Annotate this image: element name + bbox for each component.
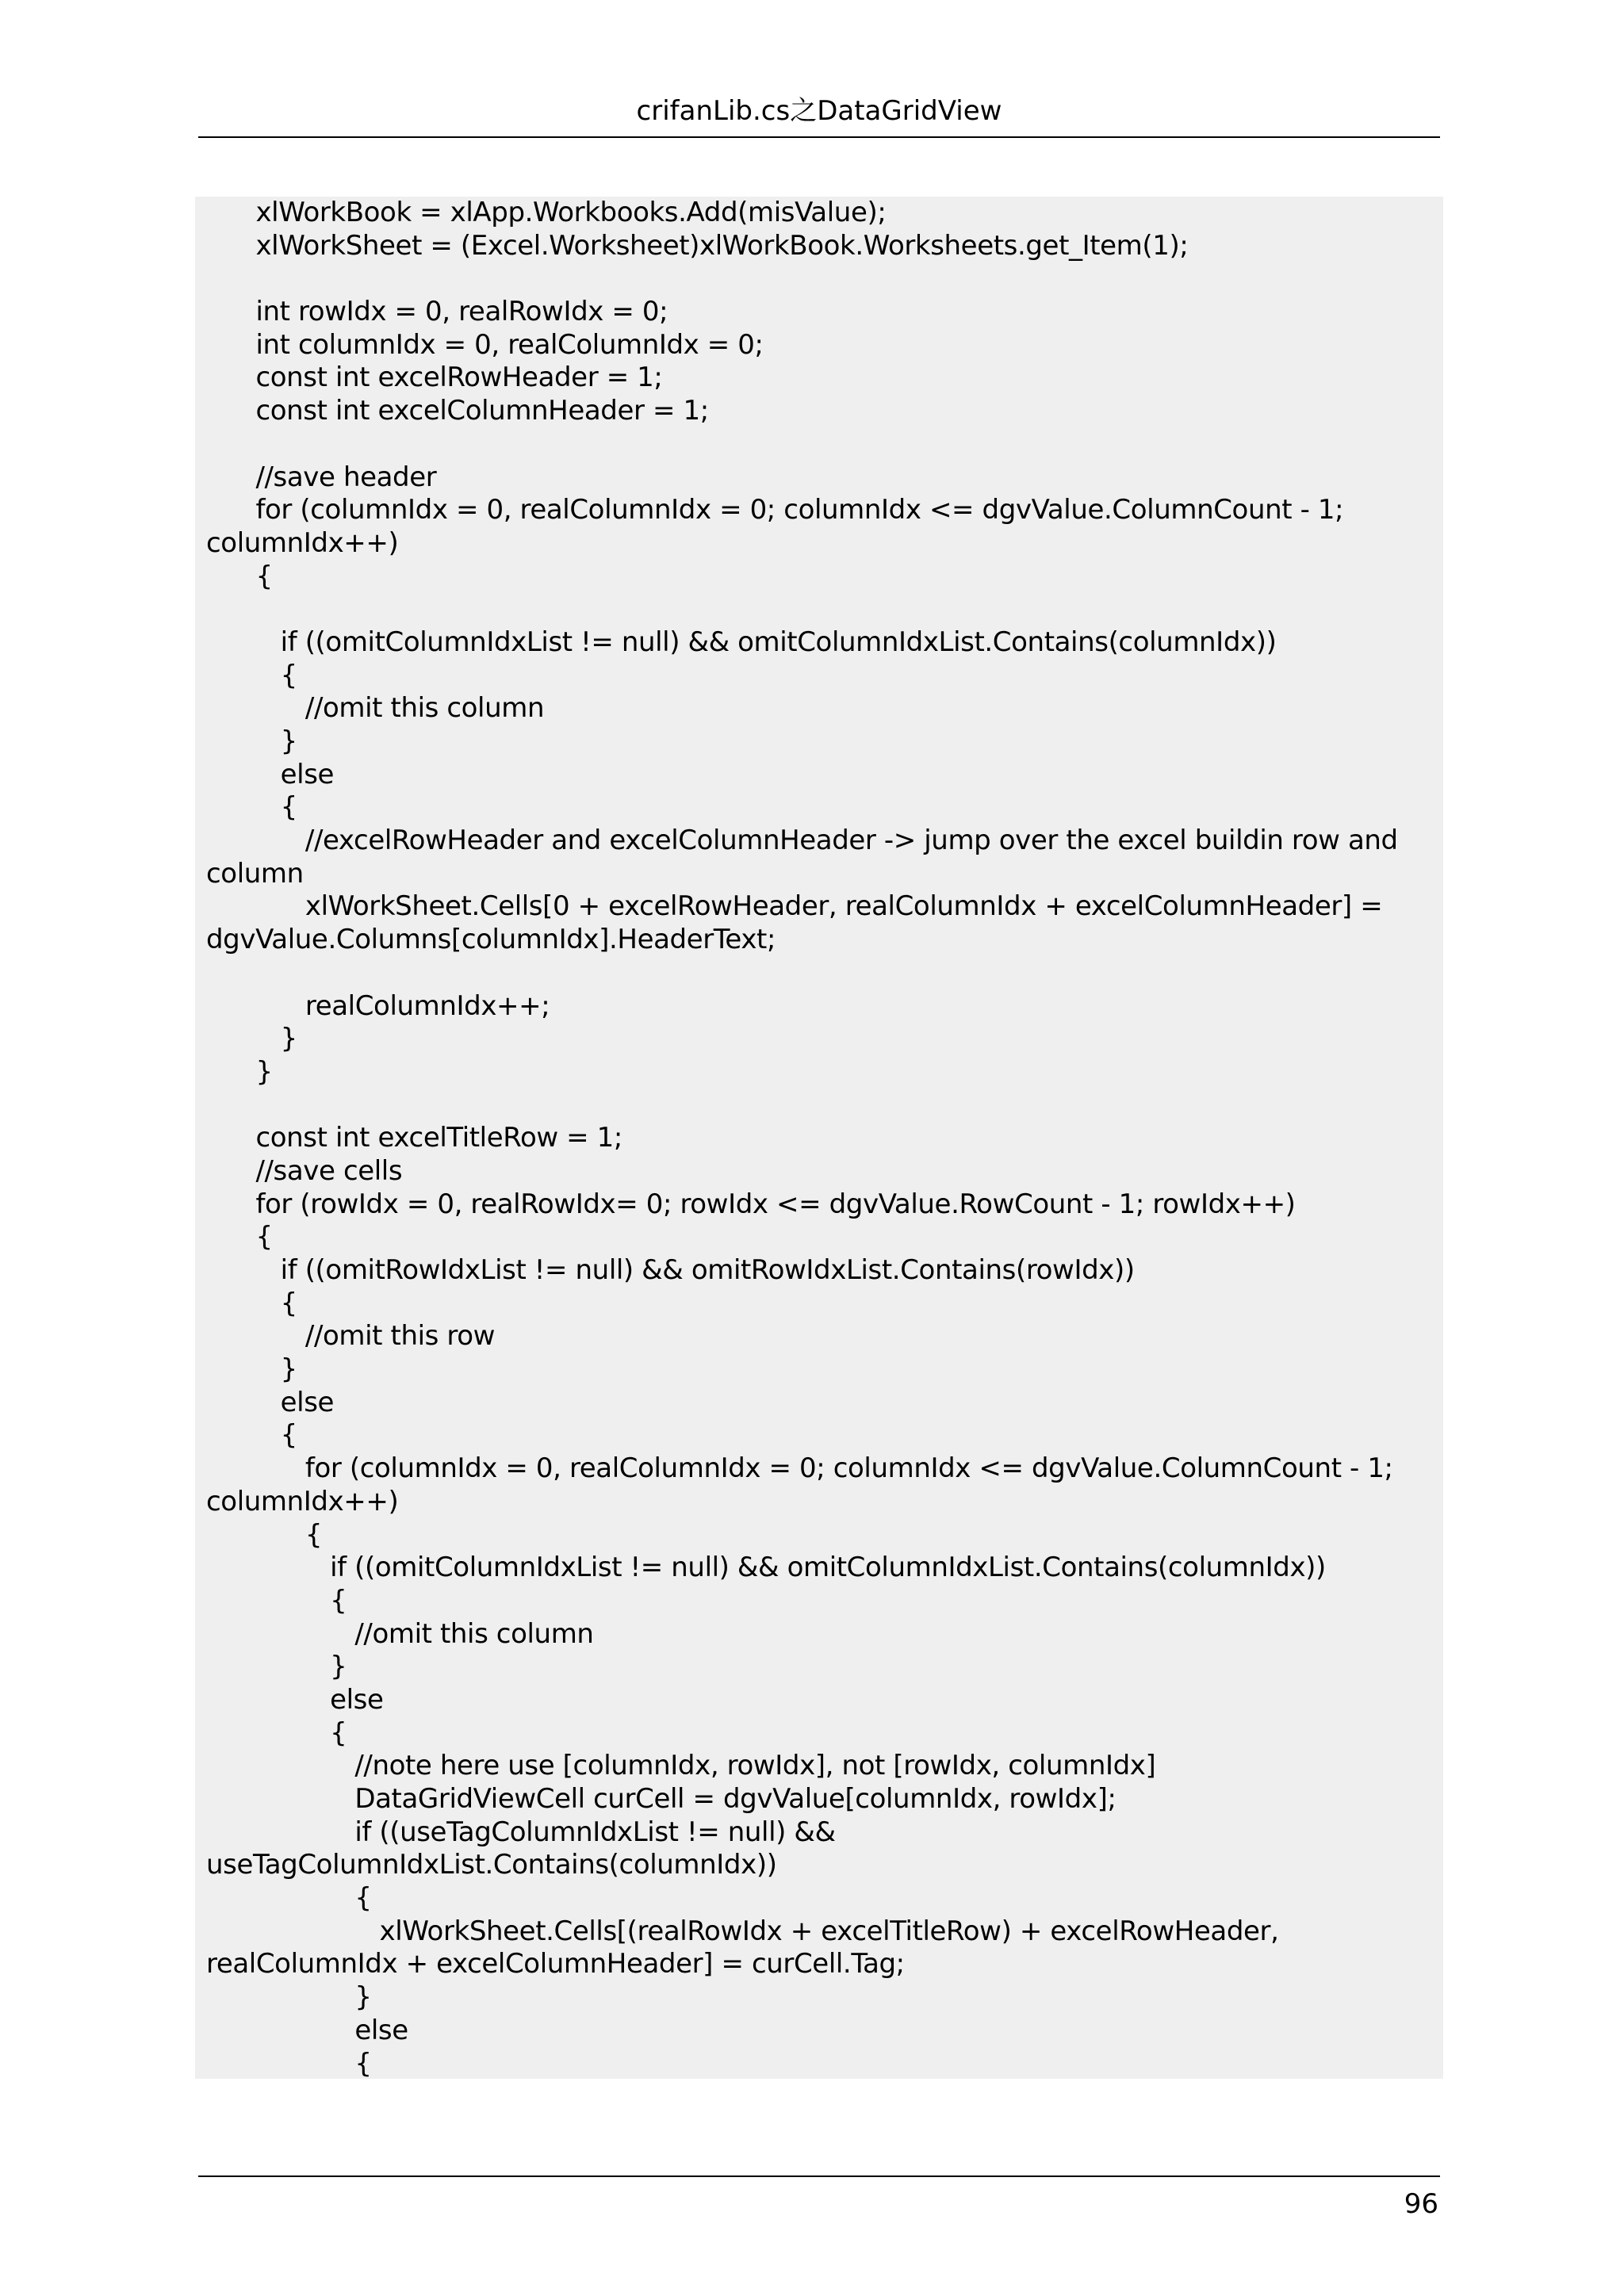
code-line: { (206, 791, 297, 824)
page-number: 96 (1404, 2188, 1438, 2220)
code-line: { (206, 560, 273, 592)
code-line: xlWorkSheet.Cells[(realRowIdx + excelTitleRow) + excelRowHeader, (206, 1915, 1279, 1947)
code-line: { (206, 659, 297, 691)
code-line: //save cells (206, 1154, 403, 1187)
code-line: xlWorkSheet = (Excel.Worksheet)xlWorkBook.Worksheets.get_Item(1); (206, 229, 1189, 262)
code-line: else (206, 2014, 408, 2046)
code-line: } (206, 1651, 347, 1683)
code-line: if ((omitColumnIdxList != null) && omitColumnIdxList.Contains(columnIdx)) (206, 626, 1277, 658)
code-line: } (206, 1023, 297, 1055)
code-line: if ((useTagColumnIdxList != null) && (206, 1816, 836, 1848)
code-line (206, 1089, 1443, 1123)
code-line (206, 262, 1443, 296)
code-line: realColumnIdx + excelColumnHeader] = curCell.Tag; (206, 1948, 905, 1980)
code-line: int rowIdx = 0, realRowIdx = 0; (206, 296, 668, 328)
code-line: { (206, 1221, 273, 1253)
code-line: //save header (206, 461, 437, 493)
code-line: else (206, 1683, 384, 1716)
code-line: column (206, 857, 304, 890)
page-header-title: crifanLib.cs之DataGridView (636, 95, 1002, 127)
code-line: columnIdx++) (206, 1485, 399, 1517)
code-line: const int excelRowHeader = 1; (206, 362, 663, 394)
code-line: else (206, 758, 335, 790)
page-header (198, 89, 1440, 138)
code-block (195, 197, 1443, 2079)
code-line: for (columnIdx = 0, realColumnIdx = 0; columnIdx <= dgvValue.ColumnCount - 1; (206, 1452, 1393, 1485)
code-line: { (206, 1716, 347, 1749)
code-line (206, 957, 1443, 990)
code-line: columnIdx++) (206, 526, 399, 559)
code-line: } (206, 1981, 372, 2014)
page-footer (198, 2175, 1440, 2225)
code-line: { (206, 2047, 372, 2080)
code-line: dgvValue.Columns[columnIdx].HeaderText; (206, 924, 776, 956)
code-line: //omit this column (206, 692, 545, 725)
code-line: } (206, 725, 297, 757)
code-line: xlWorkBook = xlApp.Workbooks.Add(misValue); (206, 197, 887, 228)
code-line: //omit this row (206, 1320, 495, 1353)
code-line: { (206, 1518, 323, 1551)
code-line: DataGridViewCell curCell = dgvValue[columnIdx, rowIdx]; (206, 1783, 1116, 1815)
code-line: if ((omitRowIdxList != null) && omitRowIdxList.Contains(rowIdx)) (206, 1254, 1135, 1286)
code-line: int columnIdx = 0, realColumnIdx = 0; (206, 328, 764, 361)
code-line: const int excelTitleRow = 1; (206, 1122, 622, 1154)
code-line: realColumnIdx++; (206, 989, 550, 1022)
code-line: { (206, 1419, 297, 1452)
code-line: for (rowIdx = 0, realRowIdx= 0; rowIdx <= dgvValue.RowCount - 1; rowIdx++) (206, 1188, 1296, 1220)
code-line: //note here use [columnIdx, rowIdx], not [rowIdx, columnIdx] (206, 1750, 1156, 1782)
code-line: //excelRowHeader and excelColumnHeader -> jump over the excel buildin row and (206, 825, 1398, 857)
code-line (206, 593, 1443, 626)
code-line: { (206, 1584, 347, 1617)
code-line: for (columnIdx = 0, realColumnIdx = 0; columnIdx <= dgvValue.ColumnCount - 1; (206, 494, 1344, 526)
code-line: } (206, 1353, 297, 1386)
code-line: if ((omitColumnIdxList != null) && omitColumnIdxList.Contains(columnIdx)) (206, 1552, 1326, 1584)
code-line: useTagColumnIdxList.Contains(columnIdx)) (206, 1849, 777, 1881)
code-line: } (206, 1055, 273, 1088)
code-line: //omit this column (206, 1617, 594, 1650)
code-line (206, 428, 1443, 461)
code-line: xlWorkSheet.Cells[0 + excelRowHeader, realColumnIdx + excelColumnHeader] = (206, 890, 1383, 923)
code-line: { (206, 1287, 297, 1319)
code-line: { (206, 1882, 372, 1915)
code-line: else (206, 1386, 335, 1418)
code-line: const int excelColumnHeader = 1; (206, 395, 709, 427)
